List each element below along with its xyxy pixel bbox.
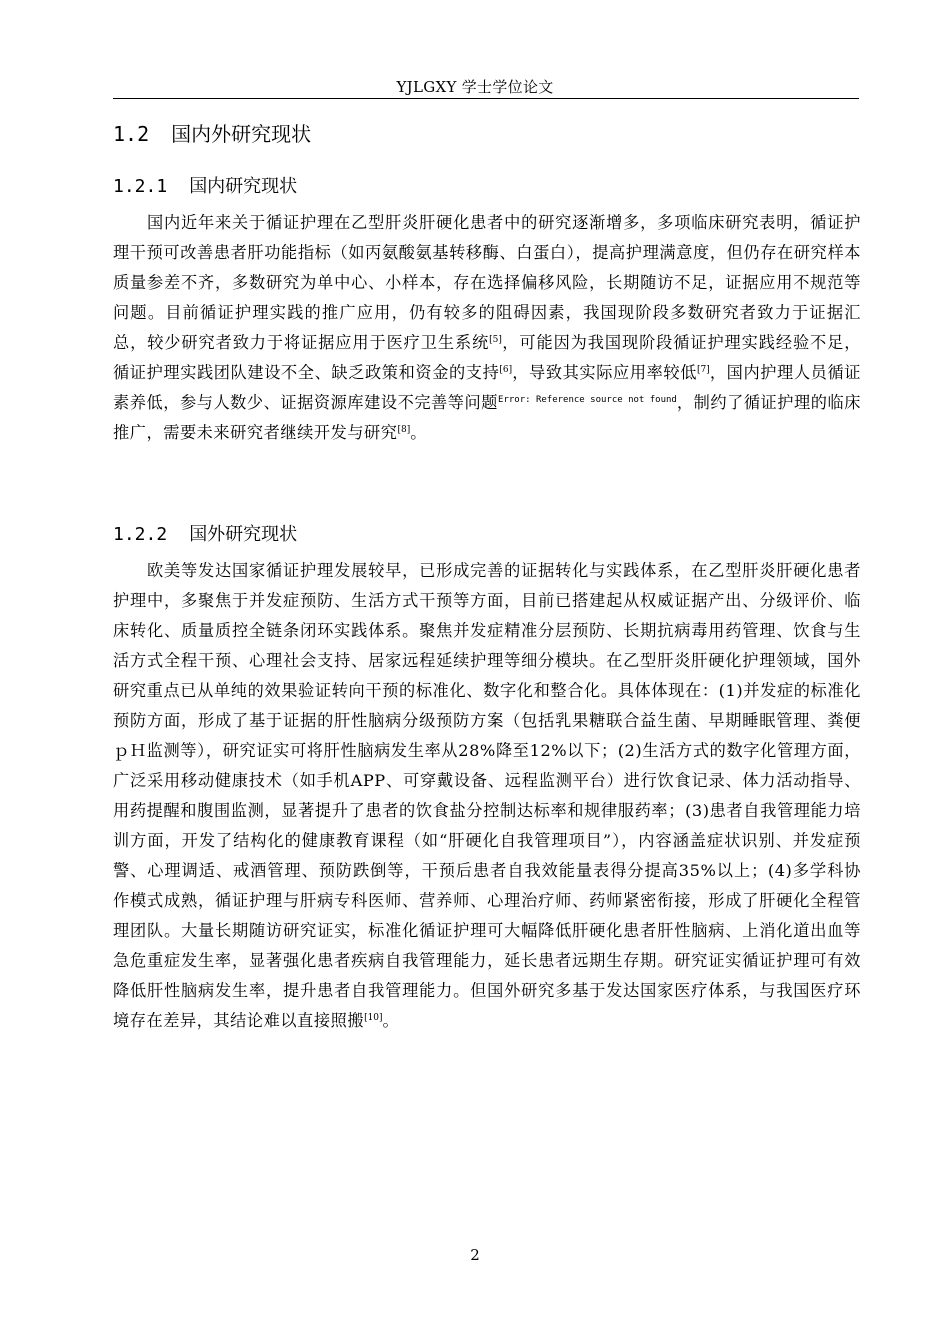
text-run: ，导致其实际应用率较低 — [512, 363, 698, 382]
section-heading — [113, 118, 311, 147]
paragraph-foreign — [113, 556, 861, 1036]
text-run: 。 — [410, 423, 428, 442]
text-run: ，制约了循证护理的临床推广，需要未来研究者继续开发与研究 — [113, 393, 861, 442]
page-number: 2 — [470, 1246, 480, 1264]
paragraph-domestic — [113, 208, 861, 448]
citation: [7] — [697, 365, 710, 375]
section-title: 国内外研究现状 — [171, 122, 312, 146]
subsection-number: 1.2.2 — [113, 524, 168, 545]
text-run: 国内近年来关于循证护理在乙型肝炎肝硬化患者中的研究逐渐增多，多项临床研究表明，循证护理干预可改善患者肝功能指标（如丙氨酸氨基转移酶、白蛋白），提高护理满意度，但仍存在研究样本质量参差不齐，多数研究为单中心、小样本，存在选择偏移风险，长期随访不足，证据应用不规范等问题。目前循证护理实践的推广应用，仍有较多的阻碍因素，我国现阶段多数研究者致力于证据汇总，较少研究者致力于将证据应用于医疗卫生系统 — [113, 213, 861, 352]
subsection-number: 1.2.1 — [113, 176, 168, 197]
citation: [5] — [489, 335, 502, 345]
subsection-heading-domestic — [113, 172, 297, 198]
header-title: YJLGXY 学士学位论文 — [396, 78, 554, 96]
subsection-title: 国内研究现状 — [189, 176, 298, 197]
text-run: ，可能因为我国现阶段循证护理实践经验不足，循证护理实践团队建设不全、缺乏政策和资金的支持 — [113, 333, 861, 382]
text-run: 欧美等发达国家循证护理发展较早，已形成完善的证据转化与实践体系，在乙型肝炎肝硬化患者护理中，多聚焦于并发症预防、生活方式干预等方面，目前已搭建起从权威证据产出、分级评价、临床转化、质量质控全链条闭环实践体系。聚焦并发症精准分层预防、长期抗病毒用药管理、饮食与生活方式全程干预、心理社会支持、居家远程延续护理等细分模块。在乙型肝炎肝硬化护理领域，国外研究重点已从单纯的效果验证转向干预的标准化、数字化和整合化。具体体现在：(1)并发症的标准化预防方面，形成了基于证据的肝性脑病分级预防方案（包括乳果糖联合益生菌、早期睡眠管理、粪便ｐＨ监测等），研究证实可将肝性脑病发生率从28%降至12%以下；(2)生活方式的数字化管理方面，广泛采用移动健康技术（如手机APP、可穿戴设备、远程监测平台）进行饮食记录、体力活动指导、用药提醒和腹围监测，显著提升了患者的饮食盐分控制达标率和规律服药率；(3)患者自我管理能力培训方面，开发了结构化的健康教育课程（如“肝硬化自我管理项目”），内容涵盖症状识别、并发症预警、心理调适、戒酒管理、预防跌倒等，干预后患者自我效能量表得分提高35%以上；(4)多学科协作模式成熟，循证护理与肝病专科医师、营养师、心理治疗师、药师紧密衔接，形成了肝硬化全程管理团队。大量长期随访研究证实，标准化循证护理可大幅降低肝硬化患者肝性脑病、上消化道出血等急危重症发生率，显著强化患者疾病自我管理能力，延长患者远期生存期。研究证实循证护理可有效降低肝性脑病发生率，提升患者自我管理能力。但国外研究多基于发达国家医疗体系，与我国医疗环境存在差异，其结论难以直接照搬 — [113, 561, 861, 1030]
text-run: ，国内护理人员循证素养低，参与人数少、证据资源库建设不完善等问题 — [113, 363, 861, 412]
citation: [8] — [397, 425, 411, 435]
subsection-title: 国外研究现状 — [189, 524, 298, 545]
section-number: 1.2 — [113, 122, 150, 146]
header-divider — [113, 98, 859, 99]
text-run: 。 — [382, 1011, 400, 1030]
reference-error: Error: Reference source not found — [498, 395, 677, 405]
citation: [10] — [364, 1013, 383, 1023]
citation: [6] — [499, 365, 513, 375]
subsection-heading-foreign — [113, 520, 297, 546]
